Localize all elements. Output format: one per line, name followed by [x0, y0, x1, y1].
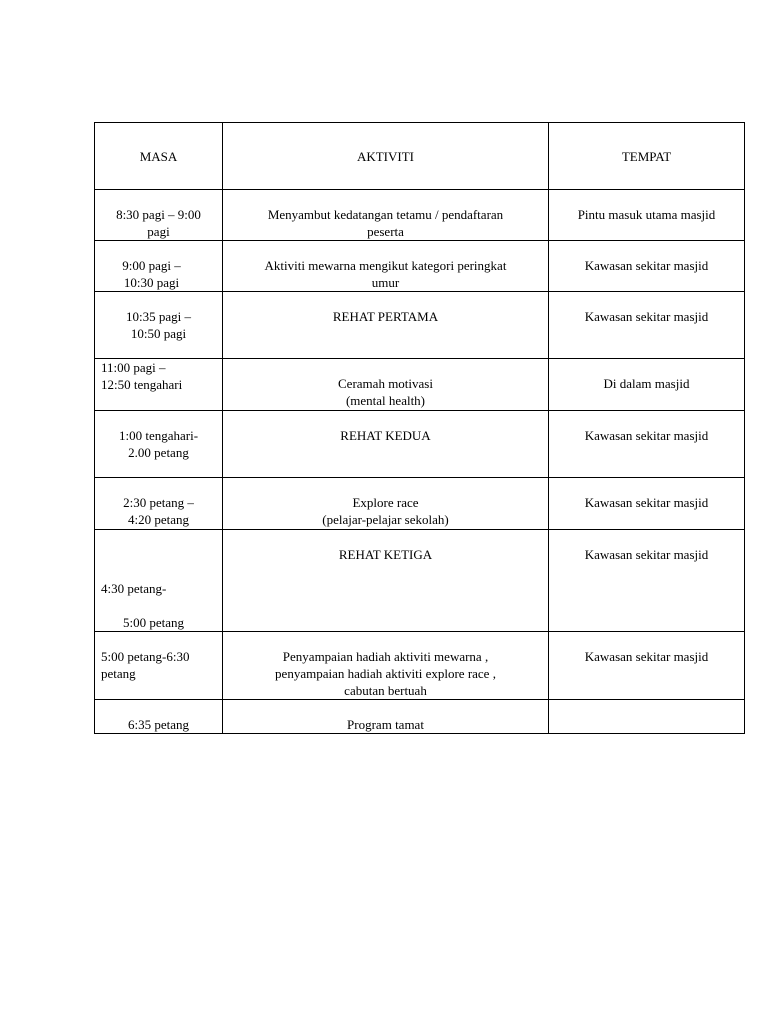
masa-text: 11:00 pagi – 12:50 tengahari: [101, 360, 183, 392]
tempat-text: Kawasan sekitar masjid: [584, 258, 709, 273]
aktiviti-text: REHAT KETIGA: [338, 547, 433, 562]
aktiviti-cell: [223, 292, 549, 359]
masa-cell: [95, 359, 223, 411]
aktiviti-text: Explore race (pelajar-pelajar sekolah): [322, 495, 449, 527]
tempat-cell: [549, 411, 745, 478]
tempat-text: Kawasan sekitar masjid: [584, 428, 709, 443]
aktiviti-text: Program tamat: [347, 717, 424, 732]
masa-text: 9:00 pagi – 10:30 pagi: [122, 258, 181, 290]
tempat-cell: [549, 292, 745, 359]
tempat-cell: [549, 190, 745, 241]
masa-cell: [95, 478, 223, 530]
header-aktiviti: AKTIVITI: [223, 123, 549, 190]
masa-text: 2:30 petang – 4:20 petang: [123, 495, 194, 527]
header-tempat: TEMPAT: [549, 123, 745, 190]
tempat-cell: [549, 359, 745, 411]
aktiviti-text: REHAT PERTAMA: [332, 309, 439, 324]
tempat-text: Di dalam masjid: [603, 376, 690, 391]
table-row: [95, 478, 745, 530]
table-row: [95, 359, 745, 411]
aktiviti-cell: [223, 190, 549, 241]
masa-line-a: 4:30 petang-: [101, 581, 167, 596]
tempat-text: Pintu masuk utama masjid: [577, 207, 716, 222]
tempat-cell: [549, 241, 745, 292]
table-row: [95, 292, 745, 359]
masa-cell: [95, 241, 223, 292]
header-row: [95, 123, 745, 190]
masa-cell: [95, 632, 223, 700]
aktiviti-cell: [223, 478, 549, 530]
aktiviti-text: Penyampaian hadiah aktiviti mewarna , penyampaian hadiah aktiviti explore race , cabutan bertuah: [275, 649, 496, 698]
aktiviti-cell: [223, 411, 549, 478]
masa-text: 10:35 pagi – 10:50 pagi: [126, 309, 191, 341]
masa-text: 8:30 pagi – 9:00 pagi: [116, 207, 201, 239]
table-row: [95, 530, 745, 632]
table-row: [95, 700, 745, 734]
table-row: [95, 632, 745, 700]
aktiviti-text: REHAT KEDUA: [340, 428, 431, 443]
masa-cell: [95, 292, 223, 359]
table-row: [95, 190, 745, 241]
aktiviti-text: Aktiviti mewarna mengikut kategori peringkat umur: [264, 258, 507, 290]
schedule-table: [94, 122, 745, 734]
tempat-text: Kawasan sekitar masjid: [584, 547, 709, 562]
tempat-cell: [549, 700, 745, 734]
masa-cell: [95, 190, 223, 241]
masa-cell: [95, 700, 223, 734]
tempat-cell: [549, 478, 745, 530]
tempat-cell: [549, 632, 745, 700]
masa-cell: [95, 411, 223, 478]
tempat-text: Kawasan sekitar masjid: [584, 495, 709, 510]
aktiviti-text: Menyambut kedatangan tetamu / pendaftaran peserta: [267, 207, 504, 239]
aktiviti-text: Ceramah motivasi (mental health): [338, 376, 433, 408]
masa-cell: [95, 530, 223, 632]
masa-text: 5:00 petang-6:30 petang: [101, 649, 190, 681]
tempat-cell: [549, 530, 745, 632]
table-row: [95, 241, 745, 292]
header-masa: MASA: [95, 123, 223, 190]
aktiviti-cell: [223, 241, 549, 292]
masa-line-b: 5:00 petang: [123, 615, 185, 630]
masa-text: 1:00 tengahari- 2.00 petang: [118, 428, 199, 460]
aktiviti-cell: [223, 530, 549, 632]
masa-text: [101, 546, 216, 631]
table-row: [95, 411, 745, 478]
aktiviti-cell: [223, 632, 549, 700]
masa-text: 6:35 petang: [127, 717, 189, 732]
tempat-text: Kawasan sekitar masjid: [584, 649, 709, 664]
aktiviti-cell: [223, 700, 549, 734]
tempat-text: Kawasan sekitar masjid: [584, 309, 709, 324]
aktiviti-cell: [223, 359, 549, 411]
